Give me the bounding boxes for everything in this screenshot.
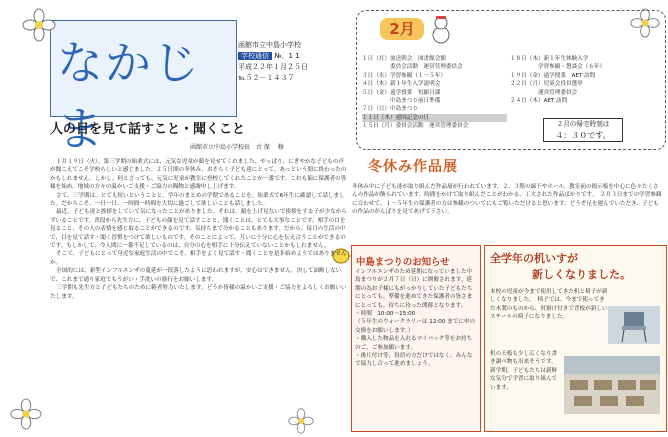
school-name: 函館市立中島小学校 [238, 41, 301, 49]
festival-body [355, 268, 477, 369]
calendar-event: １９日（金）遠学授業 AET 訪問 [510, 72, 596, 79]
masthead-info [238, 40, 338, 84]
article-paragraph: 全国的には、新型インフルエンザの蔓延が一段落したように思われますが、安心はできません。決して油断しないで、これまで通り家庭でもうがい・手洗いの励行をお願いします。 [50, 268, 342, 283]
calendar-event: ７日（日）中島まつり [362, 106, 418, 113]
calendar-event: １５日（月）委員会活動 運営管理委員会 [362, 123, 469, 130]
issue-label: 学校通信 [238, 52, 272, 60]
article-byline: 函館市立中島小学校長 古 保 修 [190, 144, 284, 151]
festival-line: ・後片付け等、役員の方だけではなく、みんなで協力し合って進めましょう。 [355, 353, 473, 368]
article-paragraph: 三学期も先生方と子どもたちのために範者努力いたします。どうか皆様の温かいご支援・ご協力をよろしくお願いいたします。 [50, 285, 347, 300]
classroom-photo [564, 356, 660, 414]
dismissal-time: ４：３０です。 [555, 131, 611, 140]
new-desks-title-1: 全学年の机いすが [490, 252, 578, 265]
calendar-event: 学習参観・懇談会（６年） [510, 64, 606, 71]
calendar-event: ２２日（月）児童会役員選挙 [510, 81, 583, 88]
calendar-event: １１日（木）建国記念の日 [362, 114, 507, 122]
festival-title: 中島まつりのお知らせ [356, 257, 450, 268]
article-paragraph: １月１９日（火）、第三学期の始業式には、元気な児童が顔を見せてくれました。やっぱり、にぎやかな子どもの声が聞こえてこそ学校らしいと感じました。２５日間の冬休み、おそらく子ども達にとって、あっという間に終わったのかもしれません。しかし、何と言っても、元気に児童が教室に登校してくれたことが一番です。これも偏に保護者の皆様を始め、地域の方々の温かいご支援・ご協力の賜物と感謝申し上げます。 [50, 159, 347, 191]
flower-icon [22, 8, 56, 42]
festival-line: インフルエンザのため延期になっていました中島まつりが２月７日（日）に開催されます。延期の為お子様にもがっかりしていた子どもたちにとっても、準備を進めてきた保護者の皆さまにとっても、待ちに待った開催となります。 [355, 269, 473, 309]
issue-date: 平成２２年１月２５日 [238, 63, 308, 71]
calendar-event: ２４日（木）AET 訪問 [510, 98, 568, 105]
article-paragraph: そこで、子どもにとって身近な家庭生活の中でこそ、相手をよく見て話す・聞くことを是非始めようではありませんか。 [50, 251, 347, 266]
festival-line: （５年生のウォークラリーは 12:00 までに申の交換をお願いします。） [355, 319, 476, 334]
article-title: 人の目を見て話すこと・聞くこと [50, 122, 246, 137]
winter-exhibit-title: 冬休み作品展 [368, 159, 458, 175]
festival-line: ・時間 10:00～15:00 [355, 311, 416, 318]
calendar-event: ５日（金）遠学授業 短縮日課 [362, 89, 441, 96]
calendar-event: １日（月）放送朝会 図書館会館 [362, 56, 446, 62]
flower-icon [288, 408, 314, 434]
calendar-column-right [510, 55, 660, 105]
newsletter-title: なかじま [57, 36, 201, 156]
calendar-event: 中島まつり前日準備 [362, 98, 441, 105]
dismissal-label: ２月の帰宅時刻は [556, 120, 610, 128]
school-phone: ℡５２－１４３７ [238, 74, 295, 82]
new-desks-title-2: 新しくなりました。 [532, 268, 631, 281]
calendar-event: 委員会活動 運営管理委員会 [362, 64, 463, 71]
calendar-event: 運営管理委員会 [510, 89, 578, 96]
dismissal-time-box [543, 118, 623, 142]
new-desks-body-2: 机の天板も少し広くなり書き調べ物も出来そうです。 新学期、子どもたちは新鮮な気分で学習に取り組んでいます。 [490, 351, 560, 391]
chair-photo [608, 306, 660, 344]
calendar-event: １８日（木）新１年生体験入学 [510, 56, 589, 62]
calendar-event: ４日（木）新１年生入学説明会 [362, 81, 441, 88]
calendar-month: 2月 [380, 18, 424, 40]
article-body [50, 158, 348, 301]
calendar-column-left [362, 55, 507, 131]
new-desks-body: 本校の児童が今まで使用してきた机と椅子が新しくなりました。 椅子では、今まで使ってきた木製のものから、肘掛け付きで背板が新しいスチールの椅子になりました。 [490, 289, 608, 321]
calendar-event: ３日（水）学習参観（１～５年） [362, 72, 446, 79]
flower-icon [10, 398, 42, 430]
festival-line: ・購入した物品を入れるマイバック等をお持ちのご、ご参加願います。 [355, 336, 473, 351]
article-paragraph: さて、三学期は、とても短いということと、学年のまとめの学期であることを、始業式で6年生に確認して話しました。だからこそ、一日一日、一時間一時間を大切に過ごして欲しいことも話しました。 [50, 192, 345, 208]
article-paragraph: 最近、子ども達と挨拶をしていて気になったことがありました。それは、顔を上げ見ないで挨拶をする子が少なからずいることです。普段から先生方に、子どもの顔を見て話すことと、聞くことは、とても大事なことです。相手の目を見ること、その人の表情を感じ取ることができるのです。気持ちまで分かることもあります。だから、毎日の生活の中で、目を見て話す・聞く習慣をつけて欲しいものです。そのことによって、互いに十分に心を伝え合うことができるのです。もしかして、今人間に一番不足しているのは、自分の心を相手に十分伝えていないことかもしれません。 [50, 209, 347, 250]
issue-number: №．1 1 [274, 52, 300, 60]
winter-exhibit-body: 冬休み中に子ども達が取り組んだ作品展が行われています。２、３階の廊下やホール、教室前の掲示板を中心に色々たくさんの作品が飾られています。時間をかけて取り組んだことがわかる、工夫された作品ばかりです。 ２月３日までの学習参観に合わせて、１～５年生の保護者の方は参観のついでにもご覧いただけると思います。どうぞ足を運んでいただき、子どもの作品のがんばりを見てあげて下さい。 [352, 184, 662, 216]
